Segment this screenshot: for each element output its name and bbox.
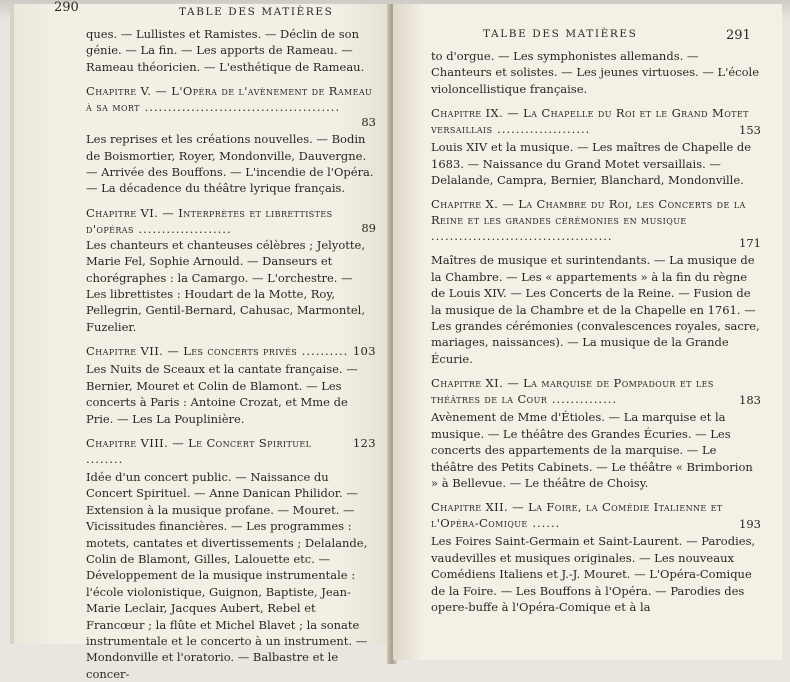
chapter-title: Chapitre X. — La Chambre du Roi, les Concerts de la Reine et les grandes cérémonies en musique ....................................... <box>431 197 746 244</box>
toc-entry-chapter-5[interactable] <box>86 83 376 197</box>
toc-entry-chapter-12[interactable] <box>431 499 761 615</box>
chapter-summary: Les Foires Saint-Germain et Saint-Laurent. — Parodies, vaudevilles et musiques originales. — Les nouveaux Comédiens Italiens et J.-J. Mouret. — L'Opéra-Comique de la Foire. — Les Bouffons à l'Opéra. — Parodies des opere-buffe à l'Opéra-Comique et à la <box>431 534 756 614</box>
chapter-page: 193 <box>739 517 761 532</box>
chapter-page: 153 <box>739 123 761 138</box>
toc-entry-chapter-10[interactable] <box>431 196 761 367</box>
toc-entry-chapter-6[interactable] <box>86 205 376 335</box>
left-page <box>10 0 394 681</box>
right-page-number: 291 <box>726 28 751 43</box>
left-page-number: 290 <box>54 0 79 15</box>
chapter-page: 183 <box>739 393 761 408</box>
chapter-summary: Les reprises et les créations nouvelles. — Bodin de Boismortier, Royer, Mondonville, Dauvergne. — Arrivée des Bouffons. — L'incendie de l'Opéra. — La décadence du théâtre lyrique français. <box>86 132 374 196</box>
chapter-title: Chapitre V. — L'Opéra de l'avènement de Rameau à sa mort .......................................... <box>86 84 373 115</box>
toc-entry-chapter-7[interactable] <box>86 343 376 427</box>
toc-entry-chapter-9[interactable] <box>431 105 761 188</box>
chapter-summary: Maîtres de musique et surintendants. — La musique de la Chambre. — Les « appartements » à la fin du règne de Louis XIV. — Les Concerts de la Reine. — Fusion de la musique de la Chambre et de la Chapelle en 1761. — Les grandes cérémonies (convalescences royales, sacre, mariages, naissances). — La musique de la Grande Écurie. <box>431 253 760 366</box>
chapter-page: 89 <box>361 220 376 235</box>
toc-entry-chapter-11[interactable] <box>431 375 761 491</box>
chapter-page: 103 <box>352 344 376 359</box>
chapter-page: 123 <box>352 435 376 450</box>
continuation-text: ques. — Lullistes et Ramistes. — Déclin de son génie. — La fin. — Les apports de Rameau. — Rameau théoricien. — L'esthétique de Rameau. <box>86 27 365 74</box>
continuation-text: to d'orgue. — Les symphonistes allemands. — Chanteurs et solistes. — Les jeunes virtuoses. — L'école violoncellistique française. <box>431 49 760 96</box>
chapter-title: Chapitre XI. — La marquise de Pompadour et les théâtres de la Cour .............. <box>431 376 714 407</box>
chapter-page: 83 <box>361 115 376 130</box>
toc-entry-chapter-8[interactable] <box>86 435 376 682</box>
chapter-title: Chapitre VI. — Interprètes et librettistes d'opéras .................... <box>86 205 333 236</box>
right-toc-column <box>431 48 761 615</box>
chapter-summary: Louis XIV et la musique. — Les maîtres de Chapelle de 1683. — Naissance du Grand Motet versaillais. — Delalande, Campra, Bernier, Blanchard, Mondonville. <box>431 140 752 188</box>
chapter-summary: Idée d'un concert public. — Naissance du Concert Spirituel. — Anne Danican Philidor. — Extension à la musique profane. — Mouret. — Vicissitudes financières. — Les programmes : motets, cantates et divertissements ; Delalande, Colin de Blamont, Gilles, Lalouette etc. — Développement de la musique instrumentale : l'école violonistique, Guignon, Baptiste, Jean-Marie Leclair, Jacques Aubert, Rebel et Francœur ; la flûte et Michel Blavet ; la sonate instrumentale et le concerto à un instrument. — Mondonville et l'oratorio. — Balbastre et le concer- <box>86 469 368 681</box>
open-book <box>10 0 782 681</box>
chapter-summary: Les Nuits de Sceaux et la cantate française. — Bernier, Mouret et Colin de Blamont. — Les concerts à Paris : Antoine Crozat, et Mme de Prie. — Les La Pouplinière. <box>86 362 358 426</box>
chapter-summary: Les chanteurs et chanteuses célèbres ; Jelyotte, Marie Fel, Sophie Arnould. — Danseurs et chorégraphes : la Camargo. — L'orchestre. — Les librettistes : Houdart de la Motte, Roy, Pellegrin, Gentil-Bernard, Cahusac, Marmontel, Fuzelier. <box>86 237 365 334</box>
left-page-header: TABLE DES MATIÈRES <box>179 6 334 18</box>
chapter-summary: Avènement de Mme d'Étioles. — La marquise et la musique. — Le théâtre des Grandes Écuries. — Les concerts des appartements de la marquise. — Le théâtre des Petits Cabinets. — Le théâtre « Brimborion » à Bellevue. — Le théâtre de Choisy. <box>431 410 753 490</box>
chapter-title: Chapitre IX. — La Chapelle du Roi et le Grand Motet versaillais .................... <box>431 106 749 137</box>
chapter-page: 171 <box>739 236 761 251</box>
right-page-header: TALBE DES MATIÈRES <box>483 28 638 40</box>
right-page <box>393 4 782 660</box>
chapter-title: Chapitre VII. — Les concerts privés .......... 103 <box>86 344 376 359</box>
left-toc-column <box>86 26 376 682</box>
chapter-title: Chapitre VIII. — Le Concert Spirituel ........ 123 <box>86 435 376 466</box>
chapter-title: Chapitre XII. — La Foire, la Comédie Italienne et l'Opéra-Comique ...... <box>431 500 723 531</box>
